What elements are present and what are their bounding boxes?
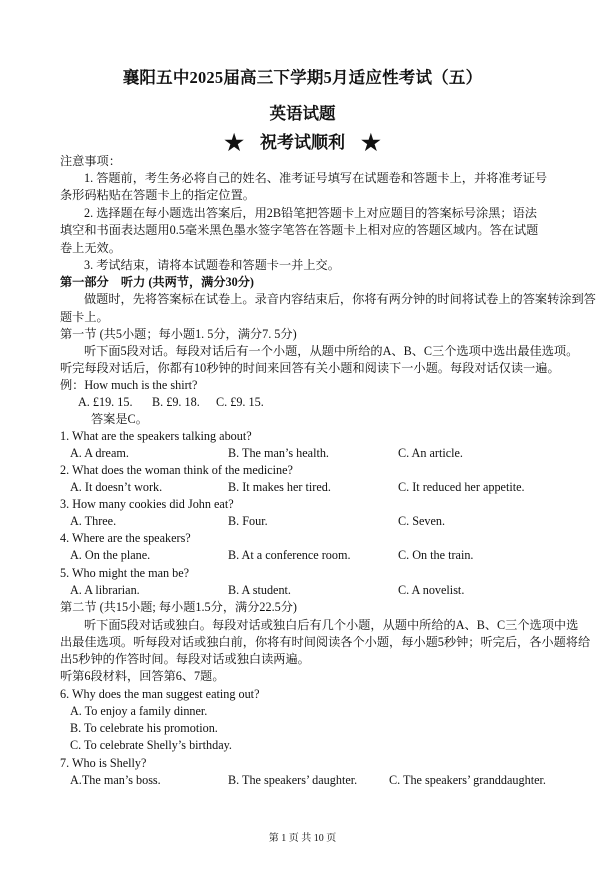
part1-intro-cont: 题卡上。 [60,310,109,324]
question-4: 4. Where are the speakers? [60,531,191,545]
q1-option-a: A. A dream. [70,446,129,460]
question-6: 6. Why does the man suggest eating out? [60,687,260,701]
section2-heading: 第二节 (共15小题; 每小题1.5分，满分22.5分) [60,600,297,614]
q4-option-c: C. On the train. [398,548,474,562]
section1-desc-cont: 听完每段对话后，你都有10秒钟的时间来回答有关小题和阅读下一小题。每段对话仅读一遍。 [60,361,560,375]
question-2: 2. What does the woman think of the medicine? [60,463,293,477]
q4-option-b: B. At a conference room. [228,548,351,562]
note-2-cont: 卷上无效。 [60,241,121,255]
note-2-cont: 填空和书面表达题用0.5毫米黑色墨水签字笔答在答题卡上相对应的答题区域内。答在试题 [60,223,539,237]
blessing-line [0,128,605,156]
q3-option-a: A. Three. [70,514,117,528]
note-1-cont: 条形码粘贴在答题卡上的指定位置。 [60,188,255,202]
note-3: 3. 考试结束，请将本试题卷和答题卡一并上交。 [84,258,340,272]
star-icon: ★ [224,130,244,155]
q2-option-b: B. It makes her tired. [228,480,331,494]
q7-option-b: B. The speakers’ daughter. [228,773,358,787]
example-option-c: C. £9. 15. [216,395,264,409]
note-2: 2. 选择题在每小题选出答案后，用2B铅笔把答题卡上对应题目的答案标号涂黑；语法 [84,206,537,220]
section2-desc-cont: 出最佳选项。听每段对话或独白前，你将有时间阅读各个小题，每小题5秒钟；听完后，各小题将给 [60,635,591,649]
star-icon: ★ [361,130,381,155]
note-1: 1. 答题前，考生务必将自己的姓名、准考证号填写在试题卷和答题卡上，并将准考证号 [84,171,548,185]
exam-title: 襄阳五中2025届高三下学期5月适应性考试（五） [122,68,483,87]
q2-option-c: C. It reduced her appetite. [398,480,525,494]
question-3: 3. How many cookies did John eat? [60,497,234,511]
example-option-b: B. £9. 18. [152,395,200,409]
exam-subtitle: 英语试题 [269,104,336,123]
q5-option-b: B. A student. [228,583,291,597]
page-footer: 第 1 页 共 10 页 [268,833,337,844]
part1-heading: 第一部分 听力 (共两节，满分30分) [60,275,254,289]
q6-option-a: A. To enjoy a family dinner. [70,704,208,718]
example-option-a: A. £19. 15. [78,395,133,409]
q5-option-a: A. A librarian. [70,583,140,597]
question-7: 7. Who is Shelly? [60,756,147,770]
notes-heading: 注意事项： [60,154,121,168]
question-5: 5. Who might the man be? [60,566,190,580]
q6-option-b: B. To celebrate his promotion. [70,721,218,735]
q1-option-c: C. An article. [398,446,463,460]
example-question: 例：How much is the shirt? [60,378,198,392]
material-instruction: 听第6段材料，回答第6、7题。 [60,669,225,683]
section2-desc-cont: 出5秒钟的作答时间。每段对话或独白读两遍。 [60,652,310,666]
q5-option-c: C. A novelist. [398,583,465,597]
section1-desc: 听下面5段对话。每段对话后有一个小题，从题中所给的A、B、C三个选项中选出最佳选项。 [84,344,579,358]
q2-option-a: A. It doesn’t work. [70,480,163,494]
q4-option-a: A. On the plane. [70,548,151,562]
section1-heading: 第一节 (共5小题；每小题1. 5分，满分7. 5分) [60,327,297,341]
section2-desc: 听下面5段对话或独白。每段对话或独白后有几个小题，从题中所给的A、B、C三个选项中选 [84,618,579,632]
q3-option-b: B. Four. [228,514,268,528]
q6-option-c: C. To celebrate Shelly’s birthday. [70,738,232,752]
q7-option-a: A.The man’s boss. [70,773,161,787]
blessing-text: 祝考试顺利 [260,133,345,152]
q7-option-c: C. The speakers’ granddaughter. [389,773,546,787]
q1-option-b: B. The man’s health. [228,446,329,460]
question-1: 1. What are the speakers talking about? [60,429,252,443]
part1-intro: 做题时，先将答案标在试卷上。录音内容结束后，你将有两分钟的时间将试卷上的答案转涂到答 [84,292,596,306]
example-answer: 答案是C。 [91,412,148,426]
q3-option-c: C. Seven. [398,514,446,528]
